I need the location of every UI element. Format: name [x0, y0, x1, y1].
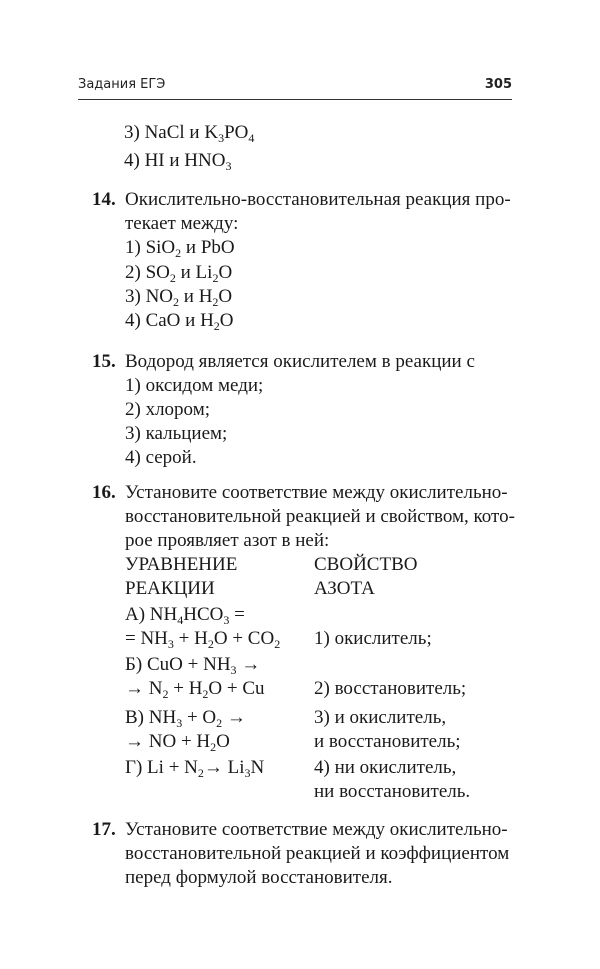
- property-4: 4) ни окислитель,: [314, 757, 457, 778]
- reaction-a: = $NH_3 + H_2O + CO_2$: [125, 628, 281, 651]
- property-2: 2) восстановитель;: [314, 678, 467, 699]
- question-text: восстановительной реакцией и свойством, кото-: [125, 506, 515, 527]
- reaction-v: → NO + $H_2O$: [125, 731, 230, 754]
- question-number: 16.: [92, 482, 116, 503]
- question-text: Окислительно-восстановительная реакция про-: [125, 189, 511, 210]
- header-divider: [78, 99, 512, 100]
- reaction-v: В) $NH_3 + O_2$ →: [125, 707, 246, 730]
- column-header-equation: УРАВНЕНИЕ: [125, 554, 238, 575]
- header-title: Задания ЕГЭ: [78, 77, 166, 92]
- answer-option: 1) оксидом меди;: [125, 375, 264, 396]
- column-header-equation: РЕАКЦИИ: [125, 578, 215, 599]
- property-3: и восстановитель;: [314, 731, 461, 752]
- question-number: 15.: [92, 351, 116, 372]
- question-text: текает между:: [125, 213, 239, 234]
- answer-option: 4) CaO и $H_2O$: [125, 310, 234, 333]
- q13-option-4: 4) HI и $HNO_3$: [124, 150, 232, 173]
- question-text: рое проявляет азот в ней:: [125, 530, 330, 551]
- reaction-g: Г) $Li + N_2\to Li_3N$: [125, 757, 265, 780]
- question-number: 14.: [92, 189, 116, 210]
- column-header-property: СВОЙСТВО: [314, 554, 418, 575]
- property-1: 1) окислитель;: [314, 628, 432, 649]
- answer-option: 1) SiO$_2$ и PbO: [125, 237, 235, 260]
- question-text: восстановительной реакцией и коэффициентом: [125, 843, 510, 864]
- reaction-b: Б) CuO + $NH_3$ →: [125, 654, 261, 677]
- question-text: Установите соответствие между окислительно-: [125, 482, 508, 503]
- answer-option: 3) $NO_2$ и $H_2O$: [125, 286, 233, 309]
- answer-option: 2) хлором;: [125, 399, 210, 420]
- running-header: [78, 77, 512, 99]
- question-number: 17.: [92, 819, 116, 840]
- answer-option: 4) серой.: [125, 447, 197, 468]
- question-text: Водород является окислителем в реакции с: [125, 351, 475, 372]
- property-3: 3) и окислитель,: [314, 707, 447, 728]
- property-4: ни восстановитель.: [314, 781, 471, 802]
- question-text: перед формулой восстановителя.: [125, 867, 393, 888]
- answer-option: 3) кальцием;: [125, 423, 228, 444]
- reaction-a: А) $NH_4HCO_3$ =: [125, 604, 245, 627]
- q13-option-3: 3) NaCl и $K_3PO_4$: [124, 122, 255, 145]
- column-header-property: АЗОТА: [314, 578, 375, 599]
- reaction-b: → $N_2 + H_2O + Cu$: [125, 678, 265, 701]
- page-number: 305: [484, 77, 512, 92]
- answer-option: 2) $SO_2$ и $Li_2O$: [125, 262, 233, 285]
- question-text: Установите соответствие между окислительно-: [125, 819, 508, 840]
